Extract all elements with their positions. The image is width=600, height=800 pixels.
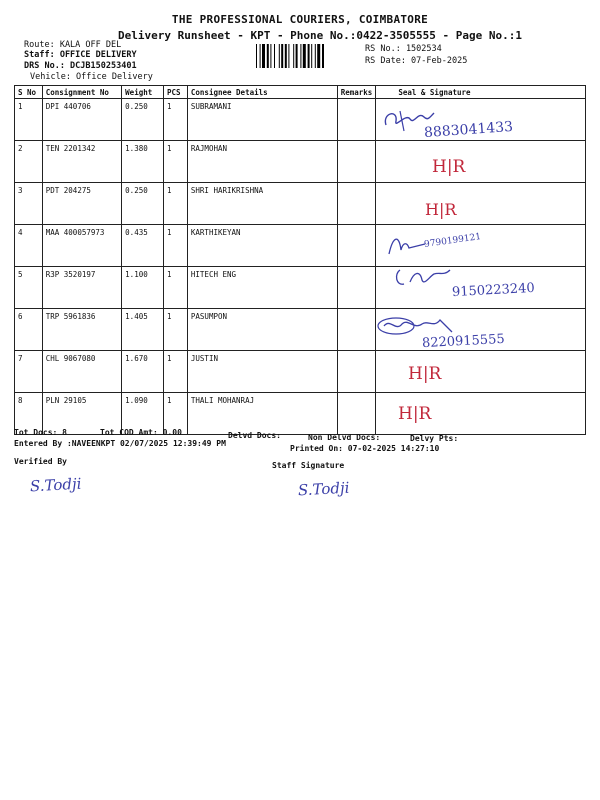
- company-name: THE PROFESSIONAL COURIERS, COIMBATORE: [171, 13, 429, 26]
- cell-remarks: [337, 183, 376, 225]
- staff-signature-label: Staff Signature: [272, 461, 345, 470]
- printed-on: Printed On: 07-02-2025 14:27:10: [290, 444, 440, 453]
- cell-seal-signature: [376, 141, 586, 183]
- handwritten-phone-row1: 8883041433: [423, 118, 514, 142]
- cell-consignment: MAA 400057973: [42, 225, 121, 267]
- table-row: [15, 141, 586, 183]
- barcode-bar: [315, 44, 316, 68]
- cell-remarks: [337, 351, 376, 393]
- cell-sno: 7: [15, 351, 43, 393]
- cell-sno: 3: [15, 183, 43, 225]
- cell-pcs: 1: [163, 267, 187, 309]
- hr-mark-row2: H|R: [432, 157, 466, 177]
- cell-consignment: DPI 440706: [42, 99, 121, 141]
- staff-signature-mark: S.Todji: [297, 478, 350, 500]
- hr-mark-row8: H|R: [398, 404, 432, 424]
- signature-row4: [385, 232, 429, 258]
- vehicle-label: Vehicle: Office Delivery: [30, 72, 153, 82]
- cell-consignment: PDT 204275: [42, 183, 121, 225]
- route-label: Route: KALA OFF DEL: [24, 40, 122, 50]
- col-pcs: PCS: [163, 86, 187, 99]
- cell-remarks: [337, 225, 376, 267]
- table-row: [15, 183, 586, 225]
- handwritten-phone-row4: 9790199121: [423, 232, 482, 250]
- tot-cod-amt: Tot COD Amt: 0.00: [100, 428, 182, 437]
- rs-number: RS No.: 1502534: [365, 44, 442, 54]
- col-consignee: Consignee Details: [187, 86, 337, 99]
- cell-weight: 0.435: [122, 225, 164, 267]
- cell-pcs: 1: [163, 351, 187, 393]
- staff-label: Staff: OFFICE DELIVERY: [24, 50, 137, 60]
- cell-pcs: 1: [163, 141, 187, 183]
- entered-by: Entered By :NAVEENKPT 02/07/2025 12:39:49 PM: [14, 439, 226, 448]
- col-weight: Weight: [122, 86, 164, 99]
- cell-sno: 1: [15, 99, 43, 141]
- runsheet-title: Delivery Runsheet - KPT - Phone No.:0422-3505555 - Page No.:1: [118, 29, 522, 42]
- cell-sno: 4: [15, 225, 43, 267]
- cell-consignment: PLN 29105: [42, 393, 121, 435]
- barcode-bar: [317, 44, 320, 68]
- cell-weight: 0.250: [122, 99, 164, 141]
- table-row: [15, 351, 586, 393]
- delvy-pts: Delvy Pts:: [410, 434, 459, 443]
- col-consignment: Consignment No: [42, 86, 121, 99]
- hr-mark-row7: H|R: [408, 364, 442, 384]
- drs-label: DRS No.: DCJB150253401: [24, 61, 137, 71]
- barcode-bar: [279, 44, 280, 68]
- cell-consignee: KARTHIKEYAN: [187, 225, 337, 267]
- cell-remarks: [337, 267, 376, 309]
- verified-by-label: Verified By: [14, 457, 67, 466]
- col-remarks: Remarks: [337, 86, 376, 99]
- cell-sno: 8: [15, 393, 43, 435]
- cell-weight: 1.090: [122, 393, 164, 435]
- cell-weight: 1.670: [122, 351, 164, 393]
- barcode: [256, 44, 352, 68]
- cell-consignee: HITECH ENG: [187, 267, 337, 309]
- signature-row5: [390, 264, 460, 292]
- barcode-bar: [300, 44, 301, 68]
- cell-pcs: 1: [163, 183, 187, 225]
- cell-sno: 6: [15, 309, 43, 351]
- cell-remarks: [337, 99, 376, 141]
- barcode-bar: [270, 44, 271, 68]
- rs-date: RS Date: 07-Feb-2025: [365, 56, 468, 66]
- cell-consignee: PASUMPON: [187, 309, 337, 351]
- col-sno: S No: [15, 86, 43, 99]
- barcode-bar: [308, 44, 310, 68]
- barcode-bar: [293, 44, 294, 68]
- barcode-bar: [262, 44, 265, 68]
- barcode-bar: [256, 44, 257, 68]
- cell-consignment: TEN 2201342: [42, 141, 121, 183]
- barcode-bar: [296, 44, 298, 68]
- cell-pcs: 1: [163, 393, 187, 435]
- cell-weight: 1.100: [122, 267, 164, 309]
- table-header-row: [15, 86, 586, 99]
- non-delvd-docs: Non Delvd Docs:: [308, 433, 381, 442]
- cell-remarks: [337, 309, 376, 351]
- table-row: [15, 225, 586, 267]
- cell-sno: 5: [15, 267, 43, 309]
- cell-weight: 0.250: [122, 183, 164, 225]
- cell-pcs: 1: [163, 309, 187, 351]
- handwritten-phone-row6: 8220915555: [421, 331, 506, 352]
- handwritten-phone-row5: 9150223240: [451, 280, 536, 301]
- runsheet-table: [14, 85, 586, 435]
- cell-remarks: [337, 141, 376, 183]
- barcode-bar: [267, 44, 269, 68]
- cell-weight: 1.405: [122, 309, 164, 351]
- tot-docs: Tot Docs: 8: [14, 428, 67, 437]
- cell-consignee: SHRI HARIKRISHNA: [187, 183, 337, 225]
- cell-consignee: RAJMOHAN: [187, 141, 337, 183]
- cell-consignment: TRP 5961836: [42, 309, 121, 351]
- barcode-bar: [288, 44, 289, 68]
- barcode-bar: [285, 44, 287, 68]
- barcode-bar: [274, 44, 275, 68]
- verified-by-signature: S.Todji: [29, 474, 82, 496]
- delvd-docs: Delvd Docs:: [228, 431, 281, 440]
- barcode-bar: [281, 44, 283, 68]
- barcode-bar: [311, 44, 312, 68]
- cell-remarks: [337, 393, 376, 435]
- cell-sno: 2: [15, 141, 43, 183]
- barcode-bar: [322, 44, 324, 68]
- cell-pcs: 1: [163, 99, 187, 141]
- cell-consignment: R3P 3520197: [42, 267, 121, 309]
- hr-mark-row3: H|R: [425, 200, 457, 219]
- cell-seal-signature: [376, 183, 586, 225]
- cell-weight: 1.380: [122, 141, 164, 183]
- cell-consignee: SUBRAMANI: [187, 99, 337, 141]
- cell-consignment: CHL 9067080: [42, 351, 121, 393]
- col-seal-signature: Seal & Signature: [376, 86, 586, 99]
- barcode-bar: [260, 44, 261, 68]
- barcode-bar: [303, 44, 306, 68]
- cell-pcs: 1: [163, 225, 187, 267]
- cell-consignee: THALI MOHANRAJ: [187, 393, 337, 435]
- cell-consignee: JUSTIN: [187, 351, 337, 393]
